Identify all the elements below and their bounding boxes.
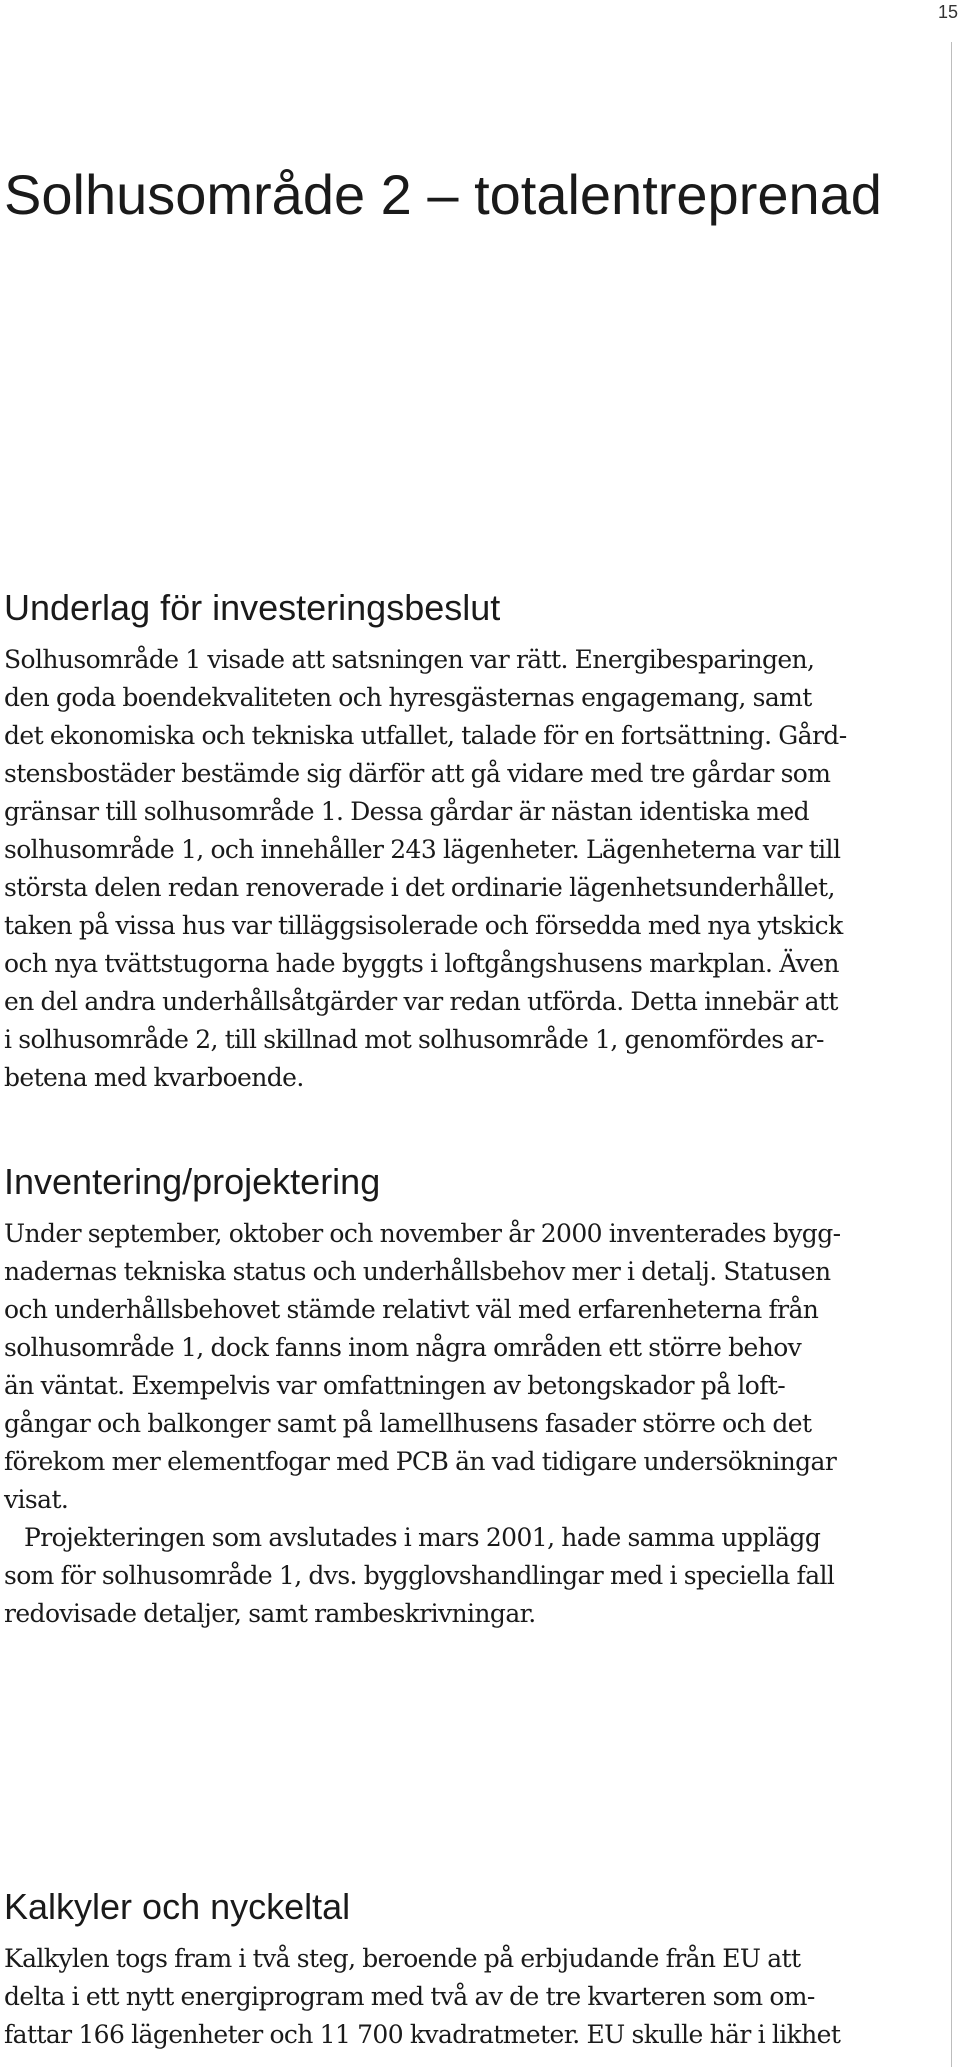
text-line: den goda boendekvaliteten och hyresgästernas engagemang, samt [4, 683, 812, 712]
section-paragraph [4, 1519, 950, 1633]
text-line: gångar och balkonger samt på lamellhusens fasader större och det [4, 1409, 812, 1438]
text-line: Under september, oktober och november år 2000 inventerades bygg- [4, 1219, 841, 1248]
section-inventory-planning [4, 1159, 950, 1633]
section-heading: Underlag för investeringsbeslut [4, 587, 501, 628]
text-line: taken på vissa hus var tilläggsisolerade och försedda med nya ytskick [4, 911, 843, 940]
margin-rule [951, 42, 952, 2067]
text-line: gränsar till solhusområde 1. Dessa gårdar är nästan identiska med [4, 797, 810, 826]
text-line: solhusområde 1, dock fanns inom några områden ett större behov [4, 1333, 802, 1362]
text-line: och underhållsbehovet stämde relativt väl med erfarenheterna från [4, 1295, 819, 1324]
text-line: förekom mer elementfogar med PCB än vad tidigare undersökningar [4, 1447, 837, 1476]
section-calculations [4, 1884, 950, 2054]
text-line: solhusområde 1, och innehåller 243 lägenheter. Lägenheterna var till [4, 835, 841, 864]
text-line: redovisade detaljer, samt rambeskrivningar. [4, 1599, 536, 1628]
text-line: än väntat. Exempelvis var omfattningen av betongskador på loft- [4, 1371, 786, 1400]
section-heading: Kalkyler och nyckeltal [4, 1886, 351, 1927]
text-line: delta i ett nytt energiprogram med två av de tre kvarteren som om- [4, 1982, 815, 2011]
text-line: och nya tvättstugorna hade byggts i loftgångshusens markplan. Även [4, 949, 839, 978]
page-title: Solhusområde 2 – totalentreprenad [4, 163, 882, 226]
text-line: det ekonomiska och tekniska utfallet, talade för en fortsättning. Gård- [4, 721, 847, 750]
section-heading: Inventering/projektering [4, 1161, 381, 1202]
text-line: fattar 166 lägenheter och 11 700 kvadratmeter. EU skulle här i likhet [4, 2020, 841, 2049]
text-line: största delen redan renoverade i det ordinarie lägenhetsunderhållet, [4, 873, 835, 902]
text-line: en del andra underhållsåtgärder var redan utförda. Detta innebär att [4, 987, 838, 1016]
text-line: Solhusområde 1 visade att satsningen var rätt. Energibesparingen, [4, 645, 815, 674]
text-line: stensbostäder bestämde sig därför att gå vidare med tre gårdar som [4, 759, 831, 788]
section-paragraph [4, 1940, 950, 2054]
section-paragraph [4, 641, 950, 1097]
text-line: i solhusområde 2, till skillnad mot solhusområde 1, genomfördes ar- [4, 1025, 824, 1054]
text-line: visat. [4, 1485, 69, 1514]
text-line: Projekteringen som avslutades i mars 2001, hade samma upplägg [24, 1523, 821, 1552]
section-paragraph [4, 1215, 950, 1519]
section-investment-basis [4, 585, 950, 1097]
text-line: nadernas tekniska status och underhållsbehov mer i detalj. Statusen [4, 1257, 831, 1286]
text-line: Kalkylen togs fram i två steg, beroende på erbjudande från EU att [4, 1944, 801, 1973]
text-line: som för solhusområde 1, dvs. bygglovshandlingar med i speciella fall [4, 1561, 835, 1590]
text-line: betena med kvarboende. [4, 1063, 304, 1092]
page-number: 15 [937, 2, 958, 22]
